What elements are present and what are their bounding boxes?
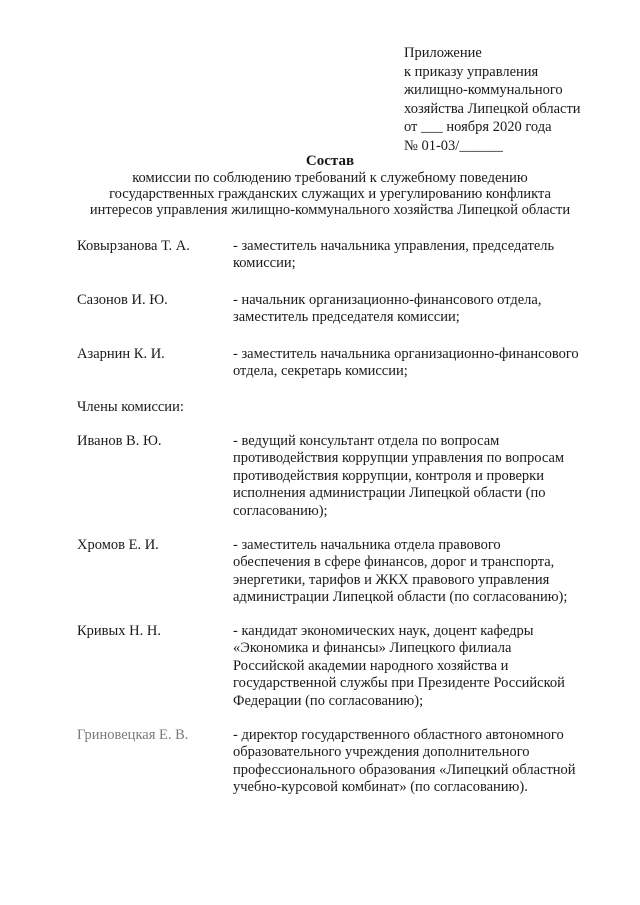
role-line: Российской академии народного хозяйства и [233, 657, 509, 674]
role-line: обеспечения в сфере финансов, дорог и транспорта, [233, 554, 555, 571]
role-line: образовательного учреждения дополнительного [233, 744, 530, 761]
role-line: «Экономика и финансы» Липецкого филиала [233, 640, 512, 657]
role-line: учебно-курсовой комбинат» (по согласованию). [233, 779, 528, 796]
role-line: исполнения администрации Липецкой области (по [233, 485, 546, 502]
member-role [233, 433, 608, 520]
document-subtitle [60, 170, 600, 218]
subtitle-line: комиссии по соблюдению требований к служебному поведению [132, 170, 528, 186]
appendix-line: № 01-03/______ [404, 137, 503, 154]
members-label: Члены комиссии: [77, 399, 184, 415]
role-line: отдела, секретарь комиссии; [233, 363, 408, 380]
heading-block [60, 153, 600, 218]
role-line: противодействия коррупции, контроля и проверки [233, 467, 544, 484]
appendix-line: от ___ ноября 2020 года [404, 119, 552, 136]
appendix-line: жилищно-коммунального [404, 82, 563, 99]
member-role [233, 537, 608, 607]
member-name: Хромов Е. И. [77, 537, 159, 553]
role-line: - заместитель начальника организационно-финансового [233, 346, 579, 362]
role-line: противодействия коррупции управления по вопросам [233, 450, 565, 467]
member-name: Кривых Н. Н. [77, 623, 161, 639]
role-line: - ведущий консультант отдела по вопросам [233, 433, 500, 449]
appendix-line: хозяйства Липецкой области [404, 100, 581, 117]
role-line: администрации Липецкой области (по согласованию); [233, 589, 568, 606]
member-role [233, 623, 608, 710]
member-name: Иванов В. Ю. [77, 433, 162, 449]
appendix-line: Приложение [404, 45, 482, 61]
role-line: энергетики, тарифов и ЖКХ правового управления [233, 571, 550, 588]
member-name: Ковырзанова Т. А. [77, 238, 190, 254]
member-name: Гриновецкая Е. В. [77, 727, 189, 743]
member-role [233, 238, 608, 273]
member-role [233, 727, 608, 797]
role-line: государственной службы при Президенте Российской [233, 675, 565, 692]
member-role [233, 346, 608, 381]
subtitle-line: государственных гражданских служащих и урегулированию конфликта [109, 186, 551, 202]
role-line: - заместитель начальника управления, председатель [233, 238, 555, 254]
member-name: Сазонов И. Ю. [77, 292, 168, 308]
member-role [233, 292, 608, 327]
role-line: заместитель председателя комиссии; [233, 309, 460, 326]
member-name: Азарнин К. И. [77, 346, 165, 362]
document-title: Состав [305, 153, 355, 169]
role-line: - директор государственного областного автономного [233, 727, 564, 743]
subtitle-line: интересов управления жилищно-коммунального хозяйства Липецкой области [89, 202, 571, 218]
role-line: Федерации (по согласованию); [233, 692, 424, 709]
appendix-line: к приказу управления [404, 63, 539, 80]
role-line: - заместитель начальника отдела правового [233, 537, 501, 553]
role-line: комиссии; [233, 255, 296, 272]
role-line: согласованию); [233, 502, 328, 519]
appendix-block [404, 44, 624, 156]
role-line: профессионального образования «Липецкий областной [233, 761, 576, 778]
role-line: - кандидат экономических наук, доцент кафедры [233, 623, 534, 639]
role-line: - начальник организационно-финансового отдела, [233, 292, 542, 308]
